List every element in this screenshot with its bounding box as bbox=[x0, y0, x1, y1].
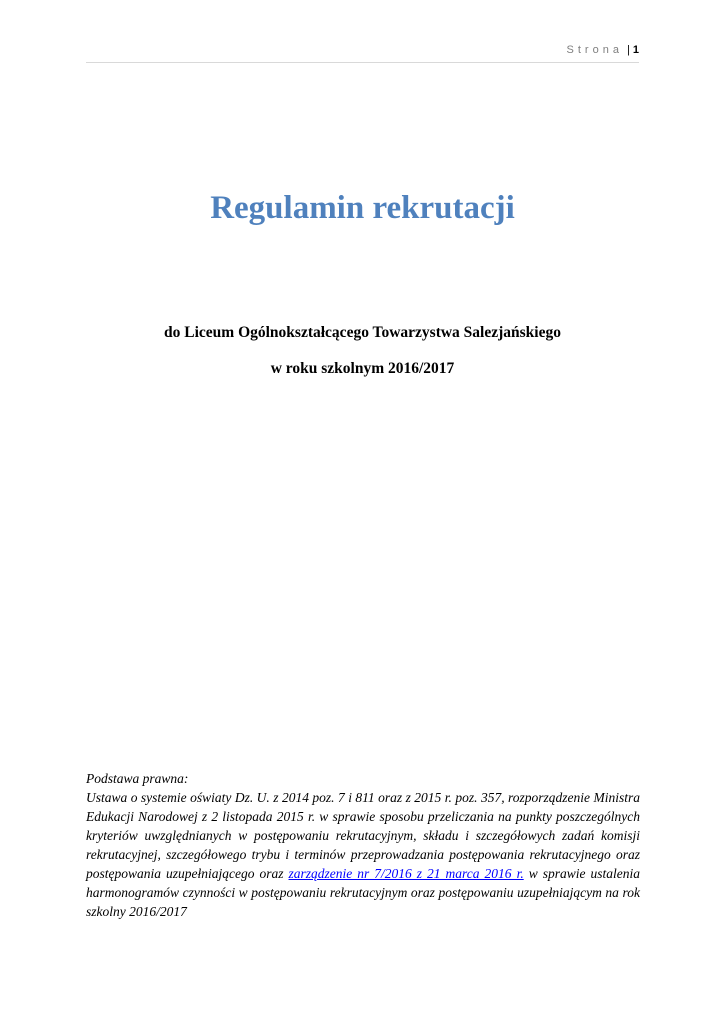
document-title: Regulamin rekrutacji bbox=[210, 190, 515, 226]
legal-basis-text-end: w sprawie ustalenia harmonogramów czynności w postępowaniu rekrutacyjnym oraz postępowaniu uzupełniającym na rok szkolny 2016/2017 bbox=[86, 866, 640, 919]
legal-basis-text bbox=[86, 788, 640, 921]
page-label: Strona bbox=[566, 44, 623, 56]
page-header bbox=[86, 44, 639, 63]
subtitle-school: do Liceum Ogólnokształcącego Towarzystwa Salezjańskiego bbox=[164, 324, 561, 341]
page-separator: | bbox=[627, 44, 630, 56]
legal-basis bbox=[86, 769, 640, 921]
legal-basis-heading: Podstawa prawna: bbox=[86, 771, 189, 786]
page-number: 1 bbox=[632, 44, 639, 56]
regulation-link[interactable]: zarządzenie nr 7/2016 z 21 marca 2016 r. bbox=[288, 866, 524, 881]
legal-basis-text-start: Ustawa o systemie oświaty Dz. U. z 2014 poz. 7 i 811 oraz z 2015 r. poz. 357, rozporządzenie Ministra Edukacji Narodowej z 2 listopada 2015 r. w sprawie sposobu przeliczania na punkty poszczególnych kryteriów uwzględnianych w postępowaniu rekrutacyjnym, składu i szczegółowych zadań komisji rekrutacyjnej, szczegółowego trybu i terminów przeprowadzania postępowania rekrutacyjnego oraz postępowania uzupełniającego oraz bbox=[86, 790, 640, 881]
subtitle-school-year: w roku szkolnym 2016/2017 bbox=[270, 360, 455, 377]
